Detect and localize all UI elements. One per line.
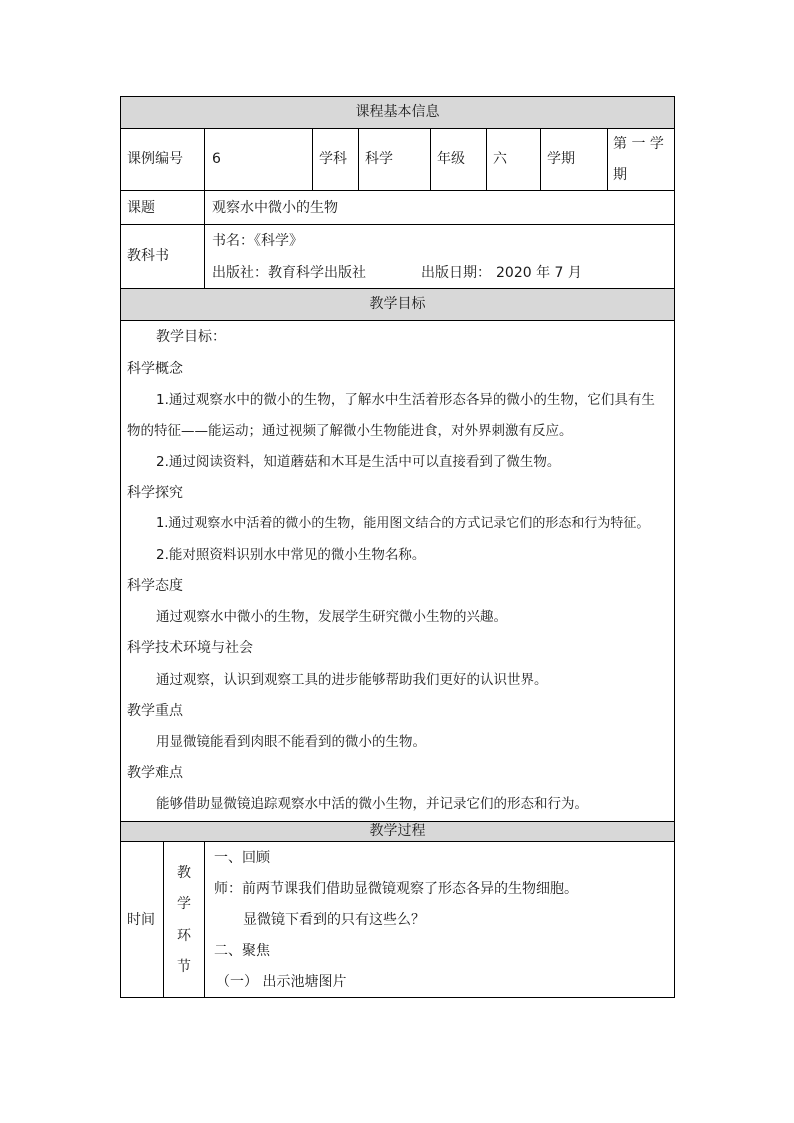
key-title: 教学重点 [127, 703, 183, 719]
book-name: 书名：《科学》 [212, 233, 303, 249]
stse-title: 科学技术环境与社会 [127, 640, 253, 656]
process-line: 二、聚焦 [214, 943, 270, 959]
case-no-label: 课例编号 [127, 151, 183, 167]
term-label: 学期 [547, 151, 575, 167]
attitude-1: 通过观察水中微小的生物，发展学生研究微小生物的兴趣。 [156, 609, 507, 625]
process-line: 一、回顾 [214, 850, 270, 866]
term-value-line2: 期 [613, 167, 627, 183]
publisher: 出版社：教育科学出版社 [212, 265, 366, 281]
inquiry-title: 科学探究 [127, 485, 183, 501]
concept-1-line2: 物的特征——能运动；通过视频了解微小生物能进食，对外界刺激有反应。 [127, 423, 573, 439]
stage-char: 环 [177, 928, 191, 944]
inquiry-1: 1.通过观察水中活着的微小的生物，能用图文结合的方式记录它们的形态和行为特征。 [156, 516, 650, 531]
process-header: 教学过程 [369, 823, 426, 839]
stage-char: 学 [177, 896, 191, 912]
process-line: 显微镜下看到的只有这些么？ [243, 912, 425, 928]
term-value-line1: 第 一 学 [613, 136, 664, 152]
lesson-plan-table [120, 96, 675, 998]
publish-date-value: 2020 年 7 月 [496, 265, 582, 281]
difficulty-1: 能够借助显微镜追踪观察水中活的微小生物，并记录它们的形态和行为。 [156, 796, 588, 812]
publish-date-label: 出版日期： [421, 265, 491, 281]
grade-value: 六 [493, 151, 507, 167]
topic-value: 观察水中微小的生物 [212, 200, 338, 216]
objectives-intro: 教学目标： [156, 329, 226, 345]
concept-1-line1: 1.通过观察水中的微小的生物，了解水中生活着形态各异的微小的生物，它们具有生 [156, 392, 655, 408]
stage-char: 教 [177, 865, 191, 881]
process-line: （一） 出示池塘图片 [216, 974, 347, 990]
subject-label: 学科 [319, 151, 347, 167]
stse-1: 通过观察，认识到观察工具的进步能够帮助我们更好的认识世界。 [156, 672, 548, 688]
inquiry-2: 2.能对照资料识别水中常见的微小生物名称。 [156, 547, 426, 563]
case-no-value: 6 [212, 151, 221, 167]
grade-label: 年级 [437, 151, 465, 167]
stage-char: 节 [177, 959, 191, 975]
time-label: 时间 [127, 912, 155, 928]
objectives-header: 教学目标 [369, 296, 426, 312]
concept-2: 2.通过阅读资料，知道蘑菇和木耳是生活中可以直接看到了微生物。 [156, 454, 561, 470]
subject-value: 科学 [365, 151, 393, 167]
difficulty-title: 教学难点 [127, 765, 183, 781]
textbook-label: 教科书 [127, 248, 169, 264]
concept-title: 科学概念 [127, 361, 183, 377]
attitude-title: 科学态度 [127, 578, 183, 594]
basic-info-header: 课程基本信息 [355, 104, 440, 120]
key-1: 用显微镜能看到肉眼不能看到的微小的生物。 [156, 734, 426, 750]
topic-label: 课题 [127, 200, 155, 216]
process-line: 师：前两节课我们借助显微镜观察了形态各异的生物细胞。 [214, 881, 578, 897]
